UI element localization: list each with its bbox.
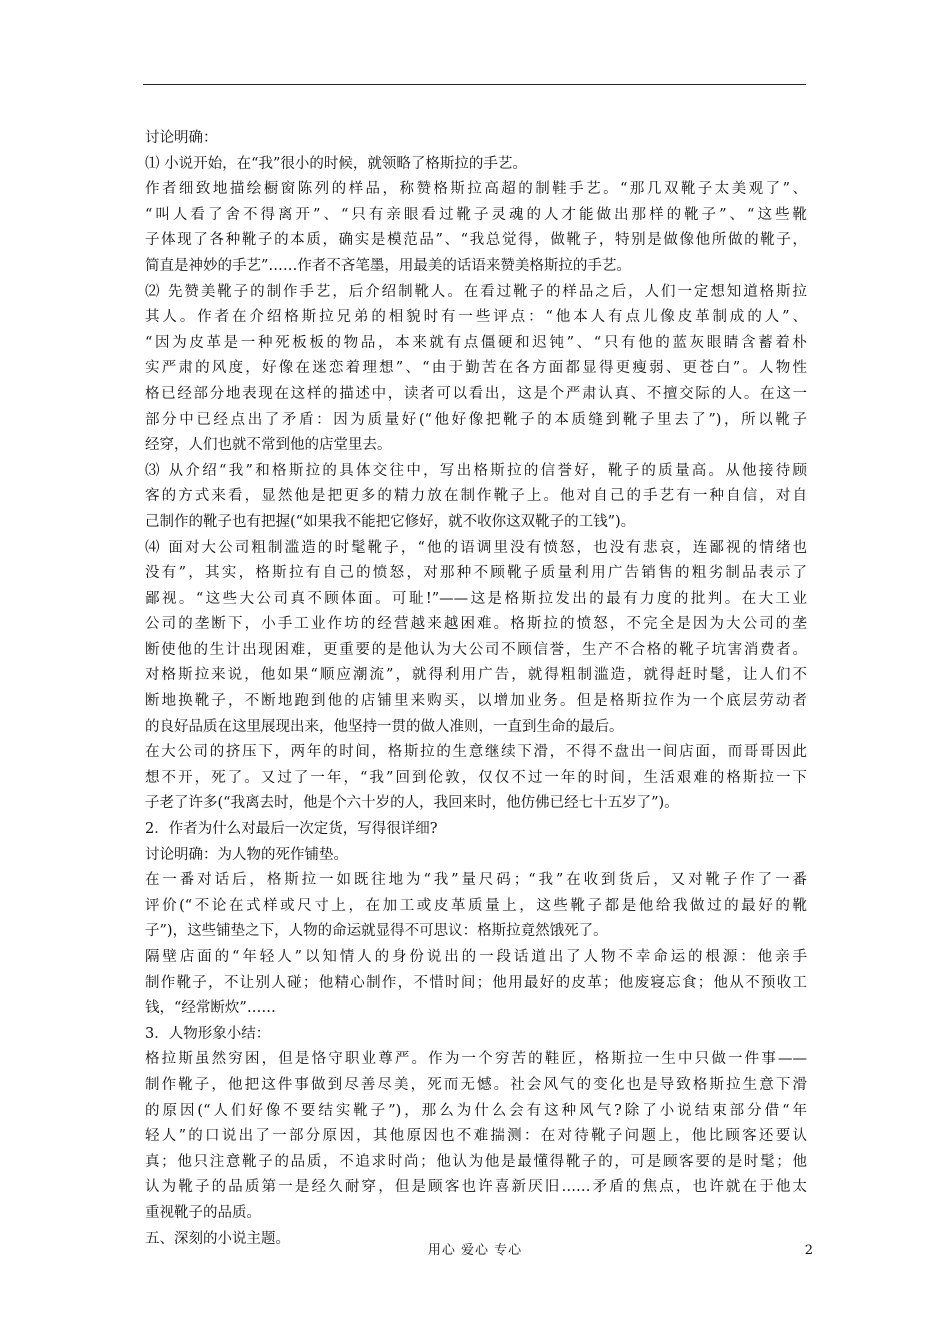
- text-line: 己制作的靴子也有把握(“如果我不能把它修好，就不收你这双靴子的工钱”)。: [145, 513, 636, 530]
- text-line: 其人。作者在介绍格斯拉兄弟的相貌时有一些评点：“他本人有点儿像皮革制成的人”、: [145, 309, 807, 326]
- text-line: 认为靴子的品质第一是经久耐穿，但是顾客也许喜新厌旧……矛盾的焦点，也许就在于他太: [145, 1179, 807, 1196]
- footer-motto: 用心 爱心 专心: [427, 1243, 523, 1258]
- page-number: 2: [804, 1243, 813, 1258]
- text-line: 五、深刻的小说主题。: [145, 1230, 290, 1247]
- text-line: 子老了许多(“我离去时，他是个六十岁的人，我回来时，他仿佛已经七十五岁了”)。: [145, 795, 679, 812]
- text-line: 轻人”的口说出了一部分原因，其他原因也不难揣测：在对待靴子问题上，他比顾客还要认: [145, 1128, 807, 1145]
- text-line: 子”)，这些铺垫之下，人物的命运就显得不可思议：格斯拉竟然饿死了。: [145, 923, 608, 940]
- text-line: 没有”，其实，格斯拉有自己的愤怒，对那种不顾靴子质量利用广告销售的粗劣制品表示了: [145, 565, 807, 582]
- text-line: 制作靴子，不让别人碰；他精心制作，不惜时间；他用最好的皮革；他废寝忘食；他从不预收工: [145, 974, 807, 991]
- text-line: 真；他只注意靴子的品质，不追求时尚；他认为他是最懂得靴子的，可是顾客要的是时髦；他: [145, 1153, 807, 1170]
- text-line: 子体现了各种靴子的本质，确实是模范品”、“我总觉得，做靴子，特别是做像他所做的靴子，: [145, 232, 807, 249]
- text-line: ⑵ 先赞美靴子的制作手艺，后介绍制靴人。在看过靴子的样品之后，人们一定想知道格斯拉: [145, 283, 807, 300]
- text-line: 讨论明确：: [145, 130, 218, 146]
- text-line: 2．作者为什么对最后一次定货，写得很详细?: [145, 821, 438, 838]
- text-line: 想不开，死了。又过了一年，“我”回到伦敦，仅仅不过一年的时间，生活艰难的格斯拉一下: [145, 769, 807, 786]
- text-line: 对格斯拉来说，他如果“顺应潮流”，就得利用广告，就得粗制滥造，就得赶时髦，让人们不: [145, 667, 807, 684]
- text-line: “因为皮革是一种死板板的物品，本来就有点僵硬和迟钝”、“只有他的蓝灰眼睛含蓄着朴: [145, 334, 807, 351]
- text-line: 重视靴子的品质。: [145, 1204, 261, 1221]
- text-line: 评价(“不论在式样或尺寸上，在加工或皮革质量上，这些靴子都是他给我做过的最好的靴: [145, 897, 807, 914]
- text-line: 在大公司的挤压下，两年的时间，格斯拉的生意继续下滑，不得不盘出一间店面，而哥哥因此: [145, 744, 807, 761]
- text-line: 断使他的生计出现困难，更重要的是他认为大公司不顾信誉，生产不合格的靴子坑害消费者。: [145, 641, 807, 658]
- document-body: [145, 126, 807, 1252]
- text-line: 客的方式来看，显然他是把更多的精力放在制作靴子上。他对自己的手艺有一种自信，对自: [145, 488, 807, 505]
- text-line: 3．人物形象小结：: [145, 1025, 271, 1042]
- text-line: 在一番对话后，格斯拉一如既往地为“我”量尺码；“我”在收到货后，又对靴子作了一番: [145, 872, 807, 889]
- text-line: 实严肃的风度，好像在迷恋着理想”、“由于勤苦在各方面都显得更瘦弱、更苍白”。人物性: [145, 360, 807, 377]
- text-line: ⑴ 小说开始，在“我”很小的时候，就领略了格斯拉的手艺。: [145, 155, 527, 172]
- text-line: 公司的垄断下，小手工业作坊的经营越来越困难。格斯拉的愤怒，不完全是因为大公司的垄: [145, 616, 807, 633]
- text-line: ⑷ 面对大公司粗制滥造的时髦靴子，“他的语调里没有愤怒，也没有悲哀，连鄙视的情绪也: [145, 539, 807, 556]
- text-line: 部分中已经点出了矛盾：因为质量好(“他好像把靴子的本质缝到靴子里去了”)，所以靴子: [145, 411, 807, 428]
- text-line: ⑶ 从介绍“我”和格斯拉的具体交往中，写出格斯拉的信誉好，靴子的质量高。从他接待顾: [145, 462, 807, 479]
- text-line: 的原因(“人们好像不要结实靴子”)，那么为什么会有这种风气?除了小说结束部分借“年: [145, 1102, 807, 1119]
- text-line: 格已经部分地表现在这样的描述中，读者可以看出，这是个严肃认真、不擅交际的人。在这一: [145, 385, 807, 402]
- text-line: 鄙视。“这些大公司真不顾体面。可耻!”——这是格斯拉发出的最有力度的批判。在大工业: [145, 590, 807, 607]
- text-line: “叫人看了舍不得离开”、“只有亲眼看过靴子灵魂的人才能做出那样的靴子”、“这些靴: [145, 206, 807, 223]
- text-line: 隔壁店面的“年轻人”以知情人的身份说出的一段话道出了人物不幸命运的根源：他亲手: [145, 949, 807, 965]
- text-line: 制作靴子，他把这件事做到尽善尽美，死而无憾。社会风气的变化也是导致格斯拉生意下滑: [145, 1076, 807, 1093]
- text-line: 经穿，人们也就不常到他的店堂里去。: [145, 437, 392, 454]
- text-line: 格拉斯虽然穷困，但是恪守职业尊严。作为一个穷苦的鞋匠，格斯拉一生中只做一件事——: [145, 1051, 807, 1068]
- text-line: 的良好品质在这里展现出来，他坚持一贯的做人准则，一直到生命的最后。: [145, 718, 624, 735]
- text-line: 讨论明确：为人物的死作铺垫。: [145, 846, 348, 863]
- text-line: 断地换靴子，不断地跑到他的店铺里来购买，以增加业务。但是格斯拉作为一个底层劳动者: [145, 693, 807, 710]
- text-line: 简直是神妙的手艺”……作者不吝笔墨，用最美的话语来赞美格斯拉的手艺。: [145, 257, 631, 274]
- header-rule: [143, 84, 806, 85]
- text-line: 作者细致地描绘橱窗陈列的样品，称赞格斯拉高超的制鞋手艺。“那几双靴子太美观了”、: [145, 181, 807, 198]
- text-line: 钱，“经常断炊”……: [145, 1000, 276, 1017]
